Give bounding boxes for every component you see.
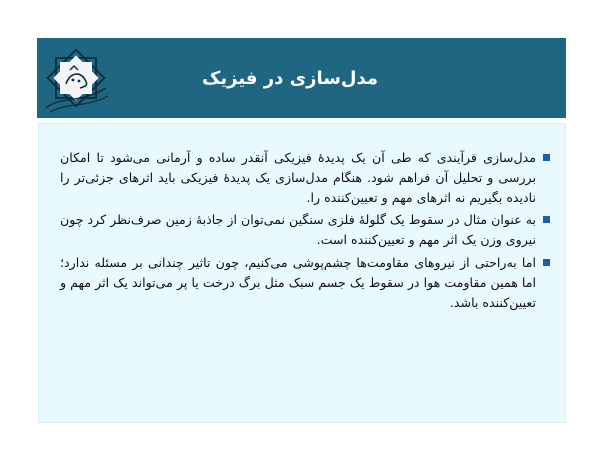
bullet-item	[60, 210, 550, 250]
bullet-item	[60, 253, 550, 312]
square-bullet-icon	[543, 154, 550, 161]
bullet-list	[60, 148, 550, 315]
slide-title: مدل‌سازی در فیزیک	[201, 67, 379, 89]
square-bullet-icon	[543, 259, 550, 266]
bullet-text: اما به‌راحتی از نیروهای مقاومت‌ها چشم‌پوشی می‌کنیم، چون تاثیر چندانی بر مسئله ندارد؛ اما همین مقاومت هوا در سقوط یک جسم سبک مثل برگ درخت یا پر می‌تواند یک اثر مهم و تعیین‌کننده باشد.	[60, 254, 536, 310]
square-bullet-icon	[543, 216, 550, 223]
institute-logo-icon	[40, 42, 112, 114]
bullet-text: به عنوان مثال در سقوط یک گلولهٔ فلزی سنگین نمی‌توان از جاذبهٔ زمین صرف‌نظر کرد چون نیروی وزن یک اثر مهم و تعیین‌کننده است.	[60, 212, 536, 248]
bullet-text: مدل‌سازی فرآیندی که طی آن یک پدیدهٔ فیزیکی آنقدر ساده و آرمانی می‌شود تا امکان بررسی و تحلیل آن فراهم شود. هنگام مدل‌سازی یک پدیدهٔ فیزیکی باید اثرهای جزئی‌تر را نادیده بگیریم نه اثرهای مهم و تعیین‌کننده را.	[60, 150, 536, 205]
bullet-item	[60, 148, 550, 207]
